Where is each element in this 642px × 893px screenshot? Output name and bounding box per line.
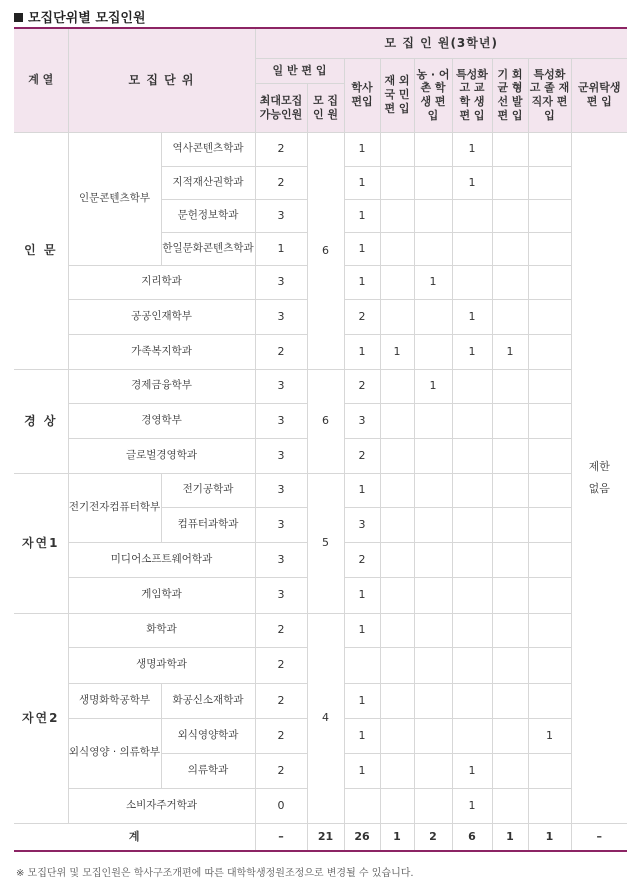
max-cell: 2	[255, 132, 307, 166]
special-worker-cell	[528, 577, 571, 613]
overseas-cell	[380, 166, 414, 199]
unit-name: 화학과	[68, 613, 255, 647]
total-special-hs: 6	[452, 823, 492, 851]
special-worker-cell	[528, 369, 571, 403]
unit-name: 한일문화콘텐츠학과	[161, 232, 255, 265]
special-hs-cell	[452, 718, 492, 753]
header-bachelor: 학사 편입	[344, 58, 380, 132]
special-hs-cell	[452, 232, 492, 265]
special-worker-cell	[528, 334, 571, 369]
max-cell: 3	[255, 403, 307, 438]
section-science2: 자연2	[14, 613, 68, 823]
table-row	[14, 613, 627, 647]
overseas-cell	[380, 613, 414, 647]
unit-name: 글로벌경영학과	[68, 438, 255, 473]
total-bachelor: 26	[344, 823, 380, 851]
header-max-possible: 최대모집 가능인원	[255, 83, 307, 132]
header-rural: 농 · 어 촌 학 생 편 입	[414, 58, 452, 132]
overseas-cell	[380, 403, 414, 438]
equal-opp-cell	[492, 199, 528, 232]
header-general: 일 반 편 입	[255, 58, 344, 83]
unit-name: 전기공학과	[161, 473, 255, 507]
max-cell: 2	[255, 166, 307, 199]
bachelor-cell: 1	[344, 166, 380, 199]
unit-name: 미디어소프트웨어학과	[68, 542, 255, 577]
rural-cell	[414, 753, 452, 788]
rural-cell	[414, 132, 452, 166]
table-row	[14, 473, 627, 507]
header-unit: 모 집 단 위	[68, 28, 255, 132]
rural-cell	[414, 473, 452, 507]
rural-cell	[414, 613, 452, 647]
total-max: –	[255, 823, 307, 851]
special-hs-cell	[452, 542, 492, 577]
admission-quota-table	[14, 27, 627, 852]
unit-name: 경영학부	[68, 403, 255, 438]
unit-name: 문헌정보학과	[161, 199, 255, 232]
bachelor-cell: 2	[344, 542, 380, 577]
rural-cell: 1	[414, 369, 452, 403]
special-worker-cell	[528, 473, 571, 507]
recruit-science1: 5	[307, 473, 344, 613]
rural-cell	[414, 577, 452, 613]
special-hs-cell: 1	[452, 788, 492, 823]
rural-cell	[414, 199, 452, 232]
equal-opp-cell	[492, 299, 528, 334]
unit-name: 의류학과	[161, 753, 255, 788]
header-quota: 모 집 인 원(3학년)	[255, 28, 627, 58]
special-worker-cell	[528, 299, 571, 334]
overseas-cell	[380, 299, 414, 334]
page-title-text: 모집단위별 모집인원	[28, 11, 146, 26]
bachelor-cell: 3	[344, 507, 380, 542]
footnote: ※ 모집단위 및 모집인원은 학사구조개편에 따른 대학학생정원조정으로 변경될 수 있습니다.	[16, 868, 414, 879]
rural-cell	[414, 438, 452, 473]
unit-name: 역사콘텐츠학과	[161, 132, 255, 166]
overseas-cell	[380, 132, 414, 166]
bachelor-cell: 1	[344, 718, 380, 753]
total-military: –	[571, 823, 627, 851]
special-worker-cell	[528, 788, 571, 823]
unit-name: 화공신소재학과	[161, 683, 255, 718]
special-hs-cell	[452, 613, 492, 647]
equal-opp-cell	[492, 507, 528, 542]
max-cell: 1	[255, 232, 307, 265]
rural-cell: 1	[414, 265, 452, 299]
total-row	[14, 823, 627, 851]
recruit-science2: 4	[307, 613, 344, 823]
overseas-cell	[380, 788, 414, 823]
special-worker-cell	[528, 265, 571, 299]
special-hs-cell	[452, 403, 492, 438]
special-worker-cell	[528, 647, 571, 683]
overseas-cell	[380, 265, 414, 299]
special-hs-cell: 1	[452, 753, 492, 788]
special-worker-cell	[528, 507, 571, 542]
equal-opp-cell	[492, 473, 528, 507]
equal-opp-cell	[492, 753, 528, 788]
max-cell: 2	[255, 613, 307, 647]
max-cell: 2	[255, 647, 307, 683]
header-special-hs: 특성화 고 교 학 생 편 입	[452, 58, 492, 132]
overseas-cell	[380, 753, 414, 788]
page-title	[14, 7, 146, 26]
rural-cell	[414, 647, 452, 683]
max-cell: 3	[255, 299, 307, 334]
max-cell: 3	[255, 199, 307, 232]
overseas-cell	[380, 199, 414, 232]
rural-cell	[414, 299, 452, 334]
rural-cell	[414, 788, 452, 823]
group-food-clothing: 외식영양 · 의류학부	[68, 718, 161, 788]
max-cell: 3	[255, 542, 307, 577]
special-hs-cell	[452, 369, 492, 403]
overseas-cell	[380, 718, 414, 753]
group-electrical: 전기전자컴퓨터학부	[68, 473, 161, 542]
unit-name: 지적재산권학과	[161, 166, 255, 199]
header-overseas: 재 외 국 민 편 입	[380, 58, 414, 132]
special-worker-cell	[528, 403, 571, 438]
max-cell: 3	[255, 265, 307, 299]
bachelor-cell: 1	[344, 334, 380, 369]
rural-cell	[414, 166, 452, 199]
unit-name: 지리학과	[68, 265, 255, 299]
bachelor-cell: 1	[344, 232, 380, 265]
overseas-cell	[380, 542, 414, 577]
max-cell: 2	[255, 334, 307, 369]
rural-cell	[414, 718, 452, 753]
overseas-cell	[380, 647, 414, 683]
max-cell: 2	[255, 753, 307, 788]
rural-cell	[414, 232, 452, 265]
equal-opp-cell	[492, 438, 528, 473]
equal-opp-cell	[492, 613, 528, 647]
unit-name: 가족복지학과	[68, 334, 255, 369]
equal-opp-cell	[492, 265, 528, 299]
table-row	[14, 369, 627, 403]
equal-opp-cell	[492, 542, 528, 577]
special-worker-cell	[528, 232, 571, 265]
rural-cell	[414, 334, 452, 369]
overseas-cell	[380, 577, 414, 613]
equal-opp-cell	[492, 718, 528, 753]
section-business: 경 상	[14, 369, 68, 473]
equal-opp-cell	[492, 232, 528, 265]
equal-opp-cell	[492, 369, 528, 403]
unit-name: 공공인재학부	[68, 299, 255, 334]
special-worker-cell	[528, 199, 571, 232]
unit-name: 컴퓨터과학과	[161, 507, 255, 542]
overseas-cell	[380, 473, 414, 507]
special-worker-cell	[528, 166, 571, 199]
max-cell: 3	[255, 438, 307, 473]
overseas-cell: 1	[380, 334, 414, 369]
bachelor-cell	[344, 788, 380, 823]
special-hs-cell	[452, 265, 492, 299]
special-hs-cell: 1	[452, 166, 492, 199]
group-biochem: 생명화학공학부	[68, 683, 161, 718]
bachelor-cell: 1	[344, 473, 380, 507]
header-equal-opp: 기 회 균 형 선 발 편 입	[492, 58, 528, 132]
equal-opp-cell	[492, 166, 528, 199]
special-worker-cell: 1	[528, 718, 571, 753]
bachelor-cell: 1	[344, 199, 380, 232]
bachelor-cell: 1	[344, 753, 380, 788]
max-cell: 3	[255, 577, 307, 613]
max-cell: 2	[255, 683, 307, 718]
equal-opp-cell	[492, 788, 528, 823]
group-humanities-content: 인문콘텐츠학부	[68, 132, 161, 265]
section-science1: 자연1	[14, 473, 68, 613]
special-worker-cell	[528, 438, 571, 473]
unit-name: 생명과학과	[68, 647, 255, 683]
equal-opp-cell	[492, 577, 528, 613]
bachelor-cell: 2	[344, 299, 380, 334]
bachelor-cell	[344, 647, 380, 683]
special-worker-cell	[528, 132, 571, 166]
unit-name: 경제금융학부	[68, 369, 255, 403]
section-humanities: 인 문	[14, 132, 68, 369]
special-hs-cell: 1	[452, 299, 492, 334]
max-cell: 3	[255, 369, 307, 403]
bachelor-cell: 1	[344, 132, 380, 166]
bachelor-cell: 2	[344, 369, 380, 403]
table-row	[14, 132, 627, 166]
special-hs-cell	[452, 438, 492, 473]
special-hs-cell	[452, 647, 492, 683]
max-cell: 2	[255, 718, 307, 753]
special-hs-cell	[452, 507, 492, 542]
rural-cell	[414, 403, 452, 438]
bachelor-cell: 1	[344, 577, 380, 613]
bachelor-cell: 1	[344, 683, 380, 718]
overseas-cell	[380, 369, 414, 403]
equal-opp-cell	[492, 683, 528, 718]
recruit-business: 6	[307, 369, 344, 473]
header-special-worker: 특성화 고 졸 재직자 편 입	[528, 58, 571, 132]
special-hs-cell	[452, 683, 492, 718]
bachelor-cell: 2	[344, 438, 380, 473]
special-worker-cell	[528, 683, 571, 718]
bachelor-cell: 1	[344, 613, 380, 647]
equal-opp-cell	[492, 132, 528, 166]
total-equal-opp: 1	[492, 823, 528, 851]
special-hs-cell	[452, 577, 492, 613]
recruit-humanities: 6	[307, 132, 344, 369]
max-cell: 0	[255, 788, 307, 823]
rural-cell	[414, 507, 452, 542]
rural-cell	[414, 683, 452, 718]
special-worker-cell	[528, 613, 571, 647]
special-hs-cell: 1	[452, 132, 492, 166]
special-hs-cell	[452, 199, 492, 232]
overseas-cell	[380, 507, 414, 542]
military-note: 제한 없음	[571, 132, 627, 823]
total-overseas: 1	[380, 823, 414, 851]
bachelor-cell: 1	[344, 265, 380, 299]
special-hs-cell: 1	[452, 334, 492, 369]
equal-opp-cell	[492, 647, 528, 683]
title-square-icon	[14, 13, 23, 22]
total-rural: 2	[414, 823, 452, 851]
rural-cell	[414, 542, 452, 577]
header-series: 계 열	[14, 28, 68, 132]
special-worker-cell	[528, 542, 571, 577]
overseas-cell	[380, 683, 414, 718]
max-cell: 3	[255, 507, 307, 542]
equal-opp-cell: 1	[492, 334, 528, 369]
unit-name: 게임학과	[68, 577, 255, 613]
special-worker-cell	[528, 753, 571, 788]
unit-name: 외식영양학과	[161, 718, 255, 753]
overseas-cell	[380, 232, 414, 265]
header-military: 군위탁생 편 입	[571, 58, 627, 132]
bachelor-cell: 3	[344, 403, 380, 438]
total-label: 계	[14, 823, 255, 851]
special-hs-cell	[452, 473, 492, 507]
total-special-worker: 1	[528, 823, 571, 851]
header-recruit: 모 집 인 원	[307, 83, 344, 132]
overseas-cell	[380, 438, 414, 473]
max-cell: 3	[255, 473, 307, 507]
total-recruit: 21	[307, 823, 344, 851]
equal-opp-cell	[492, 403, 528, 438]
unit-name: 소비자주거학과	[68, 788, 255, 823]
